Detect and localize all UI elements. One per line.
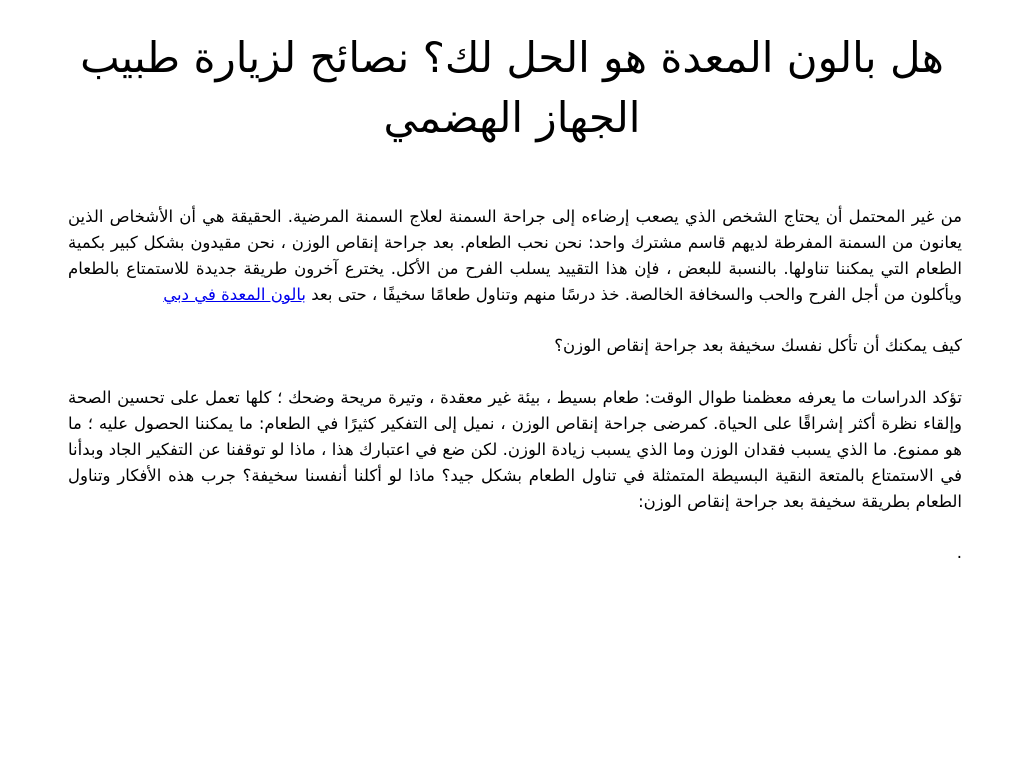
slide-body (68, 204, 962, 566)
gastric-balloon-link[interactable]: بالون المعدة في دبي (163, 285, 307, 304)
paragraph-intro-text: من غير المحتمل أن يحتاج الشخص الذي يصعب إرضاءه إلى جراحة السمنة لعلاج السمنة المرضية. الحقيقة هي أن الأشخاص الذين يعانون من السمنة المفرطة لديهم قاسم مشترك واحد: نحن نحب الطعام. بعد جراحة إنقاص الوزن ، نحن مقيدون بشكل كبير بكمية الطعام التي يمكننا تناولها. بالنسبة للبعض ، فإن هذا التقييد يسلب الفرح من الأكل. يخترع آخرون طريقة جديدة للاستمتاع بالطعام ويأكلون من أجل الفرح والحب والسخافة الخالصة. خذ درسًا منهم وتناول طعامًا سخيفًا ، حتى بعد (68, 207, 962, 304)
slide-title: هل بالون المعدة هو الحل لك؟ نصائح لزيارة طبيب الجهاز الهضمي (80, 33, 944, 142)
paragraph-question: كيف يمكنك أن تأكل نفسك سخيفة بعد جراحة إنقاص الوزن؟ (554, 336, 962, 355)
paragraph-intro (68, 204, 962, 308)
trailing-period: . (956, 543, 962, 562)
paragraph-studies: تؤكد الدراسات ما يعرفه معظمنا طوال الوقت: طعام بسيط ، بيئة غير معقدة ، وتيرة مريحة وضحك ؛ كلها تعمل على تحسين الصحة وإلقاء نظرة أكثر إشراقًا على الحياة. كمرضى جراحة إنقاص الوزن ، نميل إلى التفكير كثيرًا في الطعام: ما يمكننا الحصول عليه ؛ ما هو ممنوع. ما الذي يسبب فقدان الوزن وما الذي يسبب زيادة الوزن. لكن ضع في اعتبارك هذا ، ماذا لو توقفنا عن التفكير الجاد وبدأنا في الاستمتاع بالمتعة النقية البسيطة المتمثلة في تناول الطعام بشكل جيد؟ ماذا لو أكلنا أنفسنا سخيفة؟ جرب هذه الأفكار وتناول الطعام بطريقة سخيفة بعد جراحة إنقاص الوزن: (68, 388, 962, 511)
